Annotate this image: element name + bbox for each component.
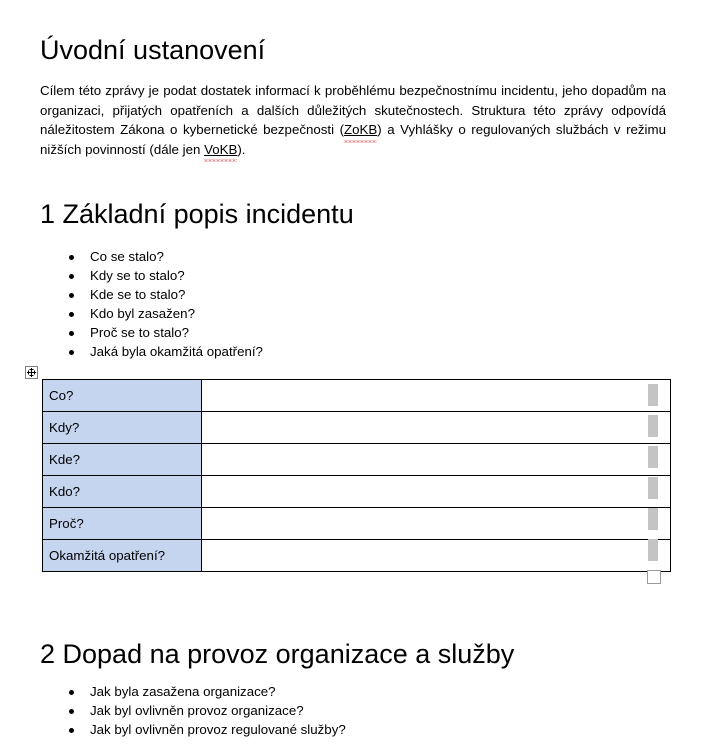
list-item: Co se stalo? bbox=[68, 247, 263, 266]
table-row[interactable] bbox=[43, 476, 671, 508]
table-cell-key[interactable]: Co? bbox=[43, 380, 202, 412]
table-cell-key[interactable]: Okamžitá opatření? bbox=[43, 540, 202, 572]
table-row[interactable] bbox=[43, 380, 671, 412]
intro-text-part-2: ) a Vyhlášky o regulovaných službách v režimu nižších povinností (dále jen bbox=[40, 122, 666, 157]
incident-details-table[interactable] bbox=[42, 379, 671, 572]
section-1-heading: 1 Základní popis incidentu bbox=[40, 199, 354, 229]
row-resize-grip[interactable] bbox=[648, 539, 658, 561]
incident-details-table-wrap bbox=[42, 379, 646, 572]
list-item: Kde se to stalo? bbox=[68, 285, 263, 304]
table-cell-key[interactable]: Kdy? bbox=[43, 412, 202, 444]
list-item: Jak byl ovlivněn provoz organizace? bbox=[68, 701, 346, 720]
row-resize-grip[interactable] bbox=[648, 446, 658, 468]
move-4way-icon bbox=[26, 367, 37, 378]
table-cell-value[interactable] bbox=[202, 412, 671, 444]
page-title: Úvodní ustanovení bbox=[40, 35, 266, 65]
row-resize-grip[interactable] bbox=[648, 508, 658, 530]
table-cell-value[interactable] bbox=[202, 540, 671, 572]
section-2-heading: 2 Dopad na provoz organizace a služby bbox=[40, 639, 515, 669]
misspelled-word-vokb[interactable]: VoKB bbox=[204, 140, 237, 160]
table-row[interactable] bbox=[43, 508, 671, 540]
list-item: Proč se to stalo? bbox=[68, 323, 263, 342]
table-resize-handle[interactable] bbox=[647, 570, 661, 584]
row-resize-grip[interactable] bbox=[648, 477, 658, 499]
row-resize-grip[interactable] bbox=[648, 384, 658, 406]
table-cell-value[interactable] bbox=[202, 380, 671, 412]
table-cell-key[interactable]: Kdo? bbox=[43, 476, 202, 508]
table-row[interactable] bbox=[43, 412, 671, 444]
list-item: Jak byl ovlivněn provoz regulované služby? bbox=[68, 720, 346, 739]
section-1-bullet-list bbox=[68, 247, 263, 361]
table-move-handle[interactable] bbox=[25, 366, 38, 379]
list-item: Jak byla zasažena organizace? bbox=[68, 682, 346, 701]
table-cell-value[interactable] bbox=[202, 508, 671, 540]
section-2-bullet-list bbox=[68, 682, 346, 739]
table-row[interactable] bbox=[43, 540, 671, 572]
intro-text-part-3: ). bbox=[237, 141, 246, 157]
row-resize-grip[interactable] bbox=[648, 415, 658, 437]
intro-paragraph bbox=[40, 81, 666, 159]
list-item: Kdo byl zasažen? bbox=[68, 304, 263, 323]
table-cell-value[interactable] bbox=[202, 444, 671, 476]
misspelled-word-zokb[interactable]: ZoKB bbox=[344, 120, 377, 140]
table-cell-key[interactable]: Proč? bbox=[43, 508, 202, 540]
table-cell-value[interactable] bbox=[202, 476, 671, 508]
list-item: Jaká byla okamžitá opatření? bbox=[68, 342, 263, 361]
table-row[interactable] bbox=[43, 444, 671, 476]
table-cell-key[interactable]: Kde? bbox=[43, 444, 202, 476]
intro-text-part-1: Cílem této zprávy je podat dostatek informací k proběhlému bezpečnostnímu incidentu, jeho dopadům na organizaci, přijatých opatřeních a dalších důležitých skutečnostech. Struktura této zprávy odpovídá náležitostem Zákona o kybernetické bezpečnosti ( bbox=[40, 83, 666, 137]
list-item: Kdy se to stalo? bbox=[68, 266, 263, 285]
